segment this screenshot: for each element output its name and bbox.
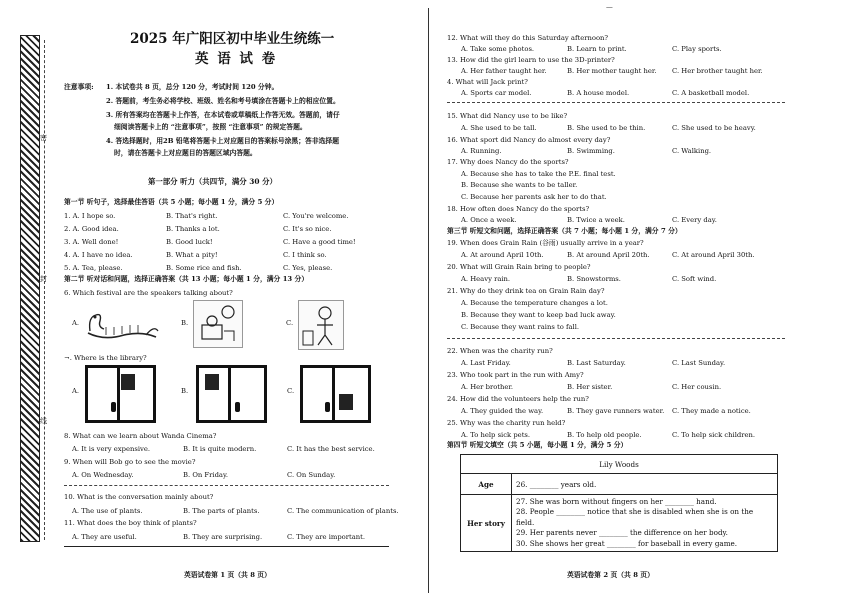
exam-title: 2025 年广阳区初中毕业生统练一 (130, 31, 335, 47)
q18-a: A. Once a week. (461, 216, 517, 224)
q12-c: C. Play sports. (672, 45, 722, 53)
q1-b: B. That's right. (166, 212, 218, 220)
binding-label-seal: 密 (40, 134, 47, 142)
part1-heading: 第一部分 听力（共四节，满分 30 分） (148, 177, 277, 186)
section2-heading: 第二节 听对话和问题，选择正确答案（共 13 小题；每小题 1 分，满分 13 分） (64, 275, 309, 283)
q15-b: B. She used to be thin. (567, 124, 646, 132)
note-4-cont: 时，请在答题卡上对应题目的答题区域内答题。 (114, 149, 257, 157)
q10-b: B. The parts of plants. (183, 507, 260, 515)
q23-question: 23. Who took part in the run with Amy? (447, 371, 584, 379)
q7-option-b-label: B. (181, 387, 189, 395)
q19-c: C. At around April 30th. (672, 251, 755, 259)
q25-c: C. To help sick children. (672, 431, 756, 439)
q8-c: C. It has the best service. (287, 445, 375, 453)
floor-plan-c-wall (332, 368, 335, 420)
floor-plan-c-library (339, 394, 353, 410)
q17-a: A. Because she has to take the P.E. final test. (461, 170, 616, 178)
person-icon (111, 402, 116, 412)
q6-question: 6. Which festival are the speakers talking about? (64, 289, 233, 297)
q3-a: 3. A. Well done! (64, 238, 119, 246)
q8-b: B. It is quite modern. (183, 445, 257, 453)
q15-question: 15. What did Nancy use to be like? (447, 112, 568, 120)
note-2: 2. 答题前，考生务必将学校、班级、姓名和考号填涂在答题卡上的相应位置。 (106, 97, 340, 105)
q9-question: 9. When will Bob go to see the movie? (64, 458, 196, 466)
divider (447, 338, 785, 339)
q21-b: B. Because they want to keep bad luck away. (461, 311, 616, 319)
notes-label: 注意事项: (64, 83, 94, 91)
q19-question: 19. When does Grain Rain (谷雨) usually arrive in a year? (447, 239, 644, 247)
binding-label-closure: 封 (40, 275, 47, 283)
q23-b: B. Her sister. (567, 383, 613, 391)
page2-footer: 英语试卷第 2 页（共 8 页） (567, 571, 654, 579)
exam-subtitle: 英 语 试 卷 (195, 51, 278, 67)
section4-heading: 第四节 听短文填空（共 5 小题，每小题 1 分，满分 5 分） (447, 441, 628, 449)
divider (64, 485, 389, 486)
q6-option-c-label: C. (286, 319, 294, 327)
story-item-30[interactable]: 30. She shows her great ________ for baseball in every game. (516, 538, 738, 548)
q16-b: B. Swimming. (567, 147, 615, 155)
q23-c: C. Her cousin. (672, 383, 722, 391)
q21-question: 21. Why do they drink tea on Grain Rain day? (447, 287, 605, 295)
q19-a: A. At around April 10th. (461, 251, 544, 259)
floor-plan-b (196, 365, 267, 423)
q14-b: B. A house model. (567, 89, 630, 97)
q14-question: 4. What will Jack print? (447, 78, 528, 86)
q3-b: B. Good luck! (166, 238, 213, 246)
q9-a: A. On Wednesday. (72, 471, 134, 479)
q13-a: A. Her father taught her. (461, 67, 547, 75)
q22-c: C. Last Sunday. (672, 359, 726, 367)
q16-question: 16. What sport did Nancy do almost every day? (447, 136, 611, 144)
divider (64, 546, 389, 547)
q10-c: C. The communication of plants. (287, 507, 399, 515)
floor-plan-a-wall (117, 368, 120, 420)
q4-c: C. I think so. (283, 251, 327, 259)
q14-c: C. A basketball model. (672, 89, 750, 97)
q16-a: A. Running. (461, 147, 502, 155)
q13-b: B. Her mother taught her. (567, 67, 657, 75)
q11-a: A. They are useful. (72, 533, 137, 541)
page2-top-mark: — (606, 3, 613, 11)
lily-woods-table (460, 454, 778, 552)
binding-line (44, 40, 45, 540)
q9-b: B. On Friday. (183, 471, 229, 479)
q12-question: 12. What will they do this Saturday afternoon? (447, 34, 609, 42)
divider (447, 102, 785, 103)
q21-c: C. Because they want rains to fall. (461, 323, 580, 331)
q22-question: 22. When was the charity run? (447, 347, 553, 355)
note-1: 1. 本试卷共 8 页，总分 120 分，考试时间 120 分钟。 (106, 83, 279, 91)
q1-a: 1. A. I hope so. (64, 212, 116, 220)
q18-b: B. Twice a week. (567, 216, 625, 224)
note-3-cont: 细阅读答题卡上的 “注意事项”，按照 “注意事项” 的规定答题。 (114, 123, 307, 131)
q25-b: B. To help old people. (567, 431, 642, 439)
floor-plan-a (85, 365, 156, 423)
q11-b: B. They are surprising. (183, 533, 263, 541)
q20-a: A. Heavy rain. (461, 275, 511, 283)
q11-c: C. They are important. (287, 533, 366, 541)
q2-a: 2. A. Good idea. (64, 225, 119, 233)
q6-option-b-label: B. (181, 319, 189, 327)
q1-c: C. You're welcome. (283, 212, 349, 220)
dragon-boat-image (84, 305, 160, 347)
q13-c: C. Her brother taught her. (672, 67, 763, 75)
q24-question: 24. How did the volunteers help the run? (447, 395, 589, 403)
q13-question: 13. How did the girl learn to use the 3D-printer? (447, 56, 615, 64)
section1-heading: 第一节 听句子，选择最佳答语（共 5 小题；每小题 1 分，满分 5 分） (64, 198, 279, 206)
q25-a: A. To help sick pets. (461, 431, 531, 439)
age-blank[interactable]: 26. ________ years old. (512, 474, 778, 495)
q18-c: C. Every day. (672, 216, 717, 224)
q22-b: B. Last Saturday. (567, 359, 626, 367)
story-label: Her story (461, 495, 512, 552)
q3-c: C. Have a good time! (283, 238, 356, 246)
story-item-28[interactable]: 28. People ________ notice that she is disabled when she is on the field. (516, 507, 754, 527)
q24-b: B. They gave runners water. (567, 407, 665, 415)
q14-a: A. Sports car model. (461, 89, 532, 97)
q8-a: A. It is very expensive. (72, 445, 151, 453)
floor-plan-b-wall (228, 368, 231, 420)
q16-c: C. Walking. (672, 147, 712, 155)
q2-c: C. It's so nice. (283, 225, 332, 233)
story-item-27[interactable]: 27. She was born without fingers on her ________ hand. (516, 497, 717, 506)
q17-b: B. Because she wants to be taller. (461, 181, 578, 189)
q2-b: B. Thanks a lot. (166, 225, 220, 233)
moon-festival-image (193, 300, 243, 348)
page1-footer: 英语试卷第 1 页（共 8 页） (184, 571, 271, 579)
spring-festival-image (298, 300, 344, 350)
q17-question: 17. Why does Nancy do the sports? (447, 158, 569, 166)
floor-plan-c (300, 365, 371, 423)
q24-c: C. They made a notice. (672, 407, 751, 415)
q5-c: C. Yes, please. (283, 264, 333, 272)
q20-b: B. Snowstorms. (567, 275, 621, 283)
page-divider (428, 8, 429, 593)
q10-question: 10. What is the conversation mainly about? (64, 493, 214, 501)
person-icon (235, 402, 240, 412)
q4-b: B. What a pity! (166, 251, 218, 259)
q10-a: A. The use of plants. (72, 507, 143, 515)
q15-a: A. She used to be tall. (461, 124, 537, 132)
q19-b: B. At around April 20th. (567, 251, 650, 259)
q7-question: ¬. Where is the library? (64, 354, 147, 362)
q7-option-c-label: C. (287, 387, 295, 395)
q11-question: 11. What does the boy think of plants? (64, 519, 197, 527)
binding-label-line: 线 (40, 417, 47, 425)
section3-heading: 第三节 听短文和问题，选择正确答案（共 7 小题；每小题 1 分，满分 7 分） (447, 227, 682, 235)
age-label: Age (461, 474, 512, 495)
q23-a: A. Her brother. (461, 383, 514, 391)
note-3: 3. 所有答案均在答题卡上作答，在本试卷或草稿纸上作答无效。答题前，请仔 (106, 111, 340, 119)
q5-b: B. Some rice and fish. (166, 264, 242, 272)
q22-a: A. Last Friday. (461, 359, 511, 367)
q12-a: A. Take some photos. (461, 45, 535, 53)
note-4: 4. 答选择题时，用2B 铅笔将答题卡上对应题目的答案标号涂黑；答非选择题 (106, 137, 340, 145)
q6-option-a-label: A. (72, 319, 80, 327)
q9-c: C. On Sunday. (287, 471, 336, 479)
q25-question: 25. Why was the charity run held? (447, 419, 566, 427)
table-title: Lily Woods (461, 455, 778, 474)
binding-strip (20, 35, 40, 542)
q17-c: C. Because her parents ask her to do that. (461, 193, 607, 201)
floor-plan-a-library (121, 374, 135, 390)
q18-question: 18. How often does Nancy do the sports? (447, 205, 590, 213)
story-item-29[interactable]: 29. Her parents never ________ the difference on her body. (516, 528, 728, 538)
q20-c: C. Soft wind. (672, 275, 717, 283)
floor-plan-b-library (205, 374, 219, 390)
q5-a: 5. A. Tea, please. (64, 264, 123, 272)
q24-a: A. They guided the way. (461, 407, 544, 415)
q7-option-a-label: A. (72, 387, 80, 395)
q20-question: 20. What will Grain Rain bring to people? (447, 263, 591, 271)
q21-a: A. Because the temperature changes a lot. (461, 299, 608, 307)
q8-question: 8. What can we learn about Wanda Cinema? (64, 432, 217, 440)
q4-a: 4. A. I have no idea. (64, 251, 133, 259)
person-icon (325, 402, 330, 412)
q12-b: B. Learn to print. (567, 45, 627, 53)
q15-c: C. She used to be heavy. (672, 124, 756, 132)
